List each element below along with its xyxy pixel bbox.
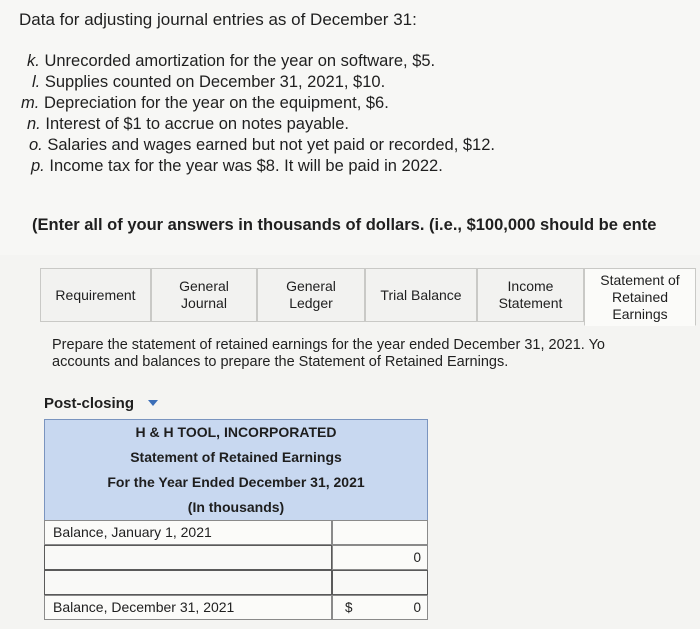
entry-letter: o. [29,136,43,154]
tab-general-journal[interactable]: General Journal [151,268,257,322]
ending-balance-amount [332,595,428,620]
dollar-sign: $ [345,600,353,615]
prompt-line-1: Prepare the statement of retained earnings for the year ended December 31, 2021. Yo [52,337,605,353]
row-label-input[interactable] [44,570,332,595]
statement-row [44,545,428,570]
entry-text: Unrecorded amortization for the year on software, $5. [44,52,436,70]
amount-text: 0 [413,600,421,615]
entry-text: Supplies counted on December 31, 2021, $10. [44,73,386,91]
statement-units: (In thousands) [44,495,428,520]
chevron-down-icon [148,400,158,406]
entry-n [27,115,349,134]
problem-title: Data for adjusting journal entries as of December 31: [19,10,417,29]
entry-l [32,73,385,92]
entry-m [21,94,389,113]
tab-income-statement[interactable]: Income Statement [477,268,584,322]
requirement-tabs [40,268,700,324]
prompt-line-2: accounts and balances to prepare the Statement of Retained Earnings. [52,354,509,370]
entry-text: Income tax for the year was $8. It will be paid in 2022. [49,157,443,175]
task-prompt [52,337,605,371]
entry-letter: k. [27,52,40,70]
entry-text: Interest of $1 to accrue on notes payable. [45,115,349,133]
instruction-text: (Enter all of your answers in thousands of dollars. (i.e., $100,000 should be ente [32,216,657,234]
row-label-ending-balance: Balance, December 31, 2021 [44,595,332,620]
entry-letter: p. [31,157,45,175]
statement-title: Statement of Retained Earnings [44,445,428,470]
beginning-balance-amount[interactable] [332,520,428,545]
entry-text: Depreciation for the year on the equipment, $6. [43,94,389,112]
entry-p [31,157,443,176]
tab-general-ledger[interactable]: General Ledger [257,268,365,322]
statement-row [44,570,428,595]
dropdown-selected-label: Post-closing [44,394,135,412]
tab-requirement[interactable]: Requirement [40,268,151,322]
entry-text: Salaries and wages earned but not yet paid or recorded, $12. [47,136,495,154]
row-label-input[interactable] [44,545,332,570]
tab-statement-of-retained-earnings[interactable]: Statement of Retained Earnings [584,268,696,326]
company-name: H & H TOOL, INCORPORATED [44,419,428,445]
entry-letter: l. [32,73,41,91]
row-amount-input[interactable] [332,570,428,595]
entry-o [29,136,495,155]
amount-text: 0 [413,550,421,565]
retained-earnings-statement [44,419,428,620]
row-label-beginning-balance: Balance, January 1, 2021 [44,520,332,545]
entry-letter: n. [27,115,41,133]
statement-row [44,520,428,545]
problem-panel [0,0,700,255]
statement-row [44,595,428,620]
tab-trial-balance[interactable]: Trial Balance [365,268,477,322]
row-amount-cell[interactable] [332,545,428,570]
entry-k [27,52,435,71]
entry-letter: m. [21,94,40,112]
statement-period: For the Year Ended December 31, 2021 [44,470,428,495]
post-closing-dropdown[interactable] [44,393,194,413]
